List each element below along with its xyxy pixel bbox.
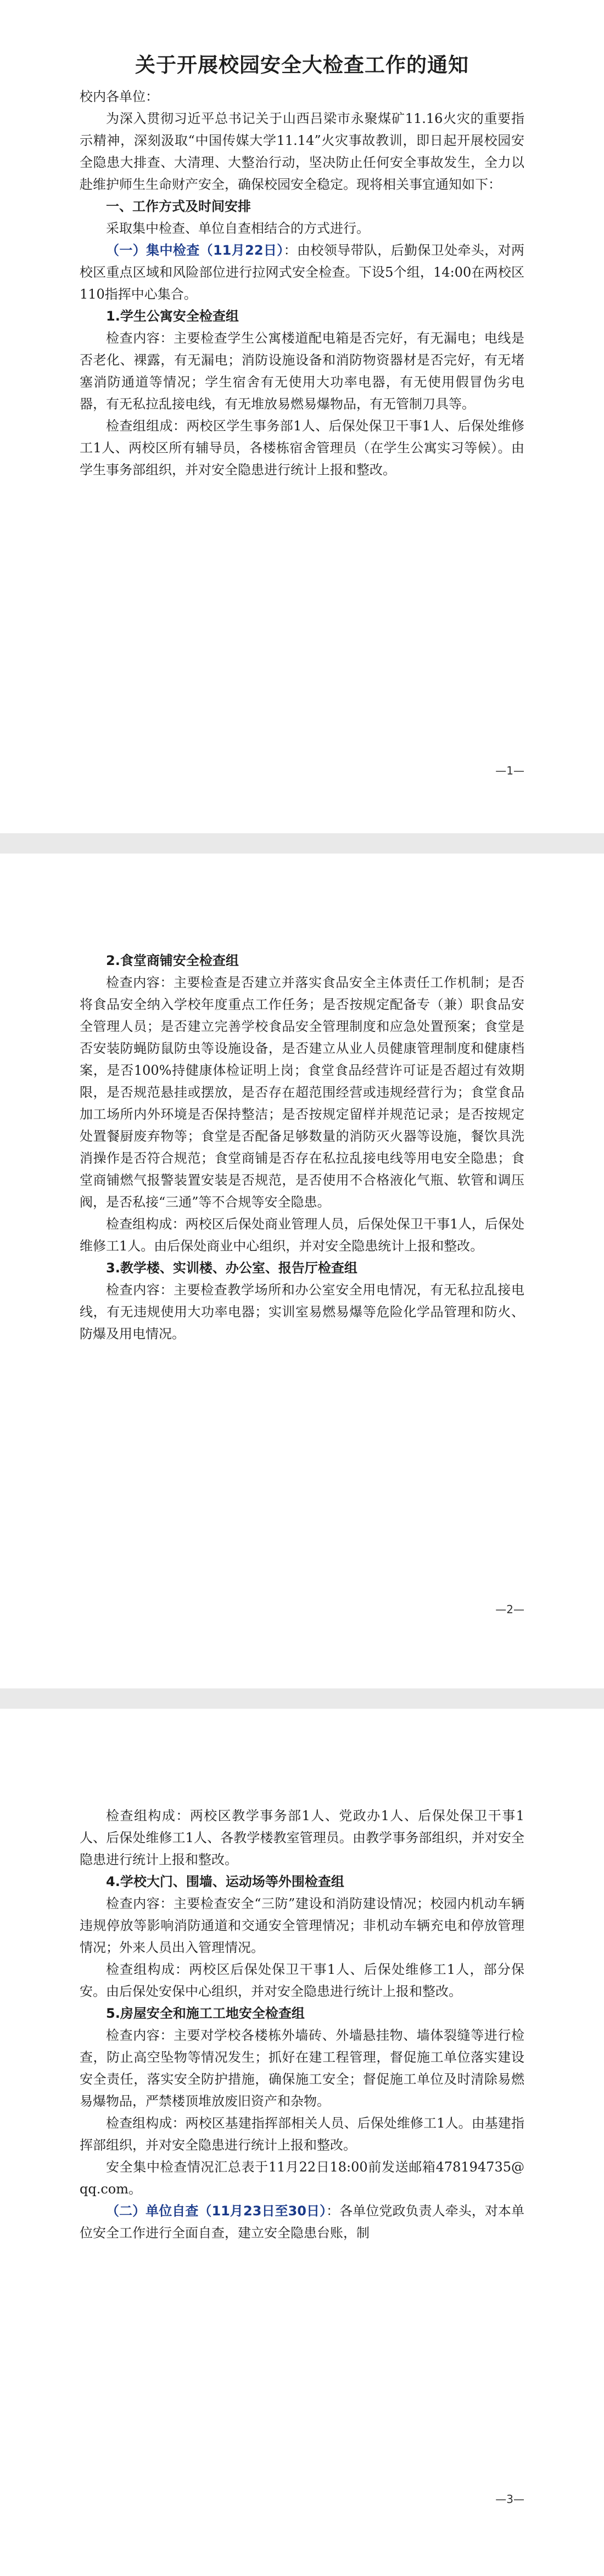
group-1-members: 检查组组成：两校区学生事务部1人、后保处保卫干事1人、后保处维修工1人、两校区所有辅导员，各楼栋宿舍管理员（在学生公寓实习等候）。由学生事务部组织，并对安全隐患进行统计上报和整改。 [80, 418, 524, 478]
intro-paragraph: 为深入贯彻习近平总书记关于山西吕梁市永聚煤矿11.16火灾的重要指示精神，深刻汲取“中国传媒大学11.14”火灾事故教训，即日起开展校园安全隐患大排查、大清理、大整治行动，坚决防止任何安全事故发生，全力以赴维护师生生命财产安全，确保校园安全稳定。现将相关事宜通知如下： [80, 111, 524, 192]
collective-inspection-heading: （一）集中检查（11月22日） [106, 243, 284, 258]
page-number: —1— [495, 764, 524, 777]
page-number: —2— [495, 1603, 524, 1616]
group-2-content: 检查内容：主要检查是否建立并落实食品安全主体责任工作机制；是否将食品安全纳入学校年度重点工作任务；是否按规定配备专（兼）职食品安全管理人员；是否建立完善学校食品安全管理制度和应急处置预案；食堂是否安装防蝇防鼠防虫等设施设备，是否建立从业人员健康管理制度和健康档案，是否100%持健康体检证明上岗；食堂食品经营许可证是否超过有效期限，是否规范悬挂或摆放，是否存在超范围经营或违规经营行为；食堂食品加工场所内外环境是否保持整洁；是否按规定留样并规范记录；是否按规定处置餐厨废弃物等；食堂是否配备足够数量的消防灭火器等设施，餐饮具洗消操作是否符合规范；食堂商铺是否存在私拉乱接电线等用电安全隐患；食堂商铺燃气报警装置安装是否规范，是否使用不合格液化气瓶、软管和调压阀，是否私接“三通”等不合规等安全隐患。 [80, 975, 524, 1210]
group-3-heading: 3.教学楼、实训楼、办公室、报告厅检查组 [106, 1260, 357, 1276]
group-5-content: 检查内容：主要对学校各楼栋外墙砖、外墙悬挂物、墙体裂缝等进行检查，防止高空坠物等情况发生；抓好在建工程管理，督促施工单位落实建设安全责任，落实安全防护措施，确保施工安全；督促施工单位及时清除易燃易爆物品，严禁楼顶堆放废旧资产和杂物。 [80, 2028, 524, 2109]
group-5-heading: 5.房屋安全和施工工地安全检查组 [106, 2006, 305, 2021]
summary-email-paragraph: 安全集中检查情况汇总表于11月22日18:00前发送邮箱478194735@qq.com。 [80, 2159, 524, 2197]
document-page-3 [0, 1709, 604, 2576]
self-inspection-paragraph [80, 2200, 524, 2244]
salutation: 校内各单位： [80, 89, 159, 104]
group-5-members: 检查组构成：两校区基建指挥部相关人员、后保处维修工1人。由基建指挥部组织，并对安全隐患进行统计上报和整改。 [80, 2115, 524, 2153]
document-page-2 [0, 854, 604, 1688]
section-heading-1: 一、工作方式及时间安排 [106, 199, 251, 214]
self-inspection-text: ：各单位党政负责人牵头，对本单位安全工作进行全面自查，建立安全隐患台账，制 [80, 2203, 524, 2241]
group-1-heading: 1.学生公寓安全检查组 [106, 308, 239, 324]
group-4-content: 检查内容：主要检查安全“三防”建设和消防建设情况；校园内机动车辆违规停放等影响消防通道和交通安全管理情况；非机动车辆充电和停放管理情况；外来人员出入管理情况。 [80, 1896, 524, 1955]
collective-inspection-paragraph [80, 239, 524, 305]
method-paragraph: 采取集中检查、单位自查相结合的方式进行。 [106, 221, 370, 236]
collective-inspection-text: ：由校领导带队，后勤保卫处牵头，对两校区重点区域和风险部位进行拉网式安全检查。下设5个组，14:00在两校区110指挥中心集合。 [80, 243, 525, 302]
group-4-heading: 4.学校大门、围墙、运动场等外围检查组 [106, 1874, 344, 1889]
group-2-members: 检查组构成：两校区后保处商业管理人员，后保处保卫干事1人，后保处维修工1人。由后保处商业中心组织，并对安全隐患统计上报和整改。 [80, 1216, 524, 1254]
group-1-content: 检查内容：主要检查学生公寓楼道配电箱是否完好，有无漏电；电线是否老化、裸露，有无漏电；消防设施设备和消防物资器材是否完好，有无堵塞消防通道等情况；学生宿舍有无使用大功率电器，有无使用假冒伪劣电器，有无私拉乱接电线，有无堆放易燃易爆物品，有无管制刀具等。 [80, 330, 524, 412]
group-2-heading: 2.食堂商铺安全检查组 [106, 953, 239, 968]
document-title: 关于开展校园安全大检查工作的通知 [135, 53, 469, 77]
page-number: —3— [495, 2493, 524, 2506]
self-inspection-heading: （二）单位自查（11月23日至30日） [106, 2203, 327, 2219]
group-3-content: 检查内容：主要检查教学场所和办公室安全用电情况，有无私拉乱接电线，有无违规使用大功率电器；实训室易燃易爆等危险化学品管理和防火、防爆及用电情况。 [80, 1282, 524, 1342]
document-page-1 [0, 0, 604, 833]
group-4-members: 检查组构成：两校区后保处保卫干事1人、后保处维修工1人，部分保安。由后保处安保中心组织，并对安全隐患进行统计上报和整改。 [80, 1962, 524, 1999]
group-3-members: 检查组构成：两校区教学事务部1人、党政办1人、后保处保卫干事1人、后保处维修工1人、各教学楼教室管理员。由教学事务部组织，并对安全隐患进行统计上报和整改。 [80, 1808, 524, 1867]
